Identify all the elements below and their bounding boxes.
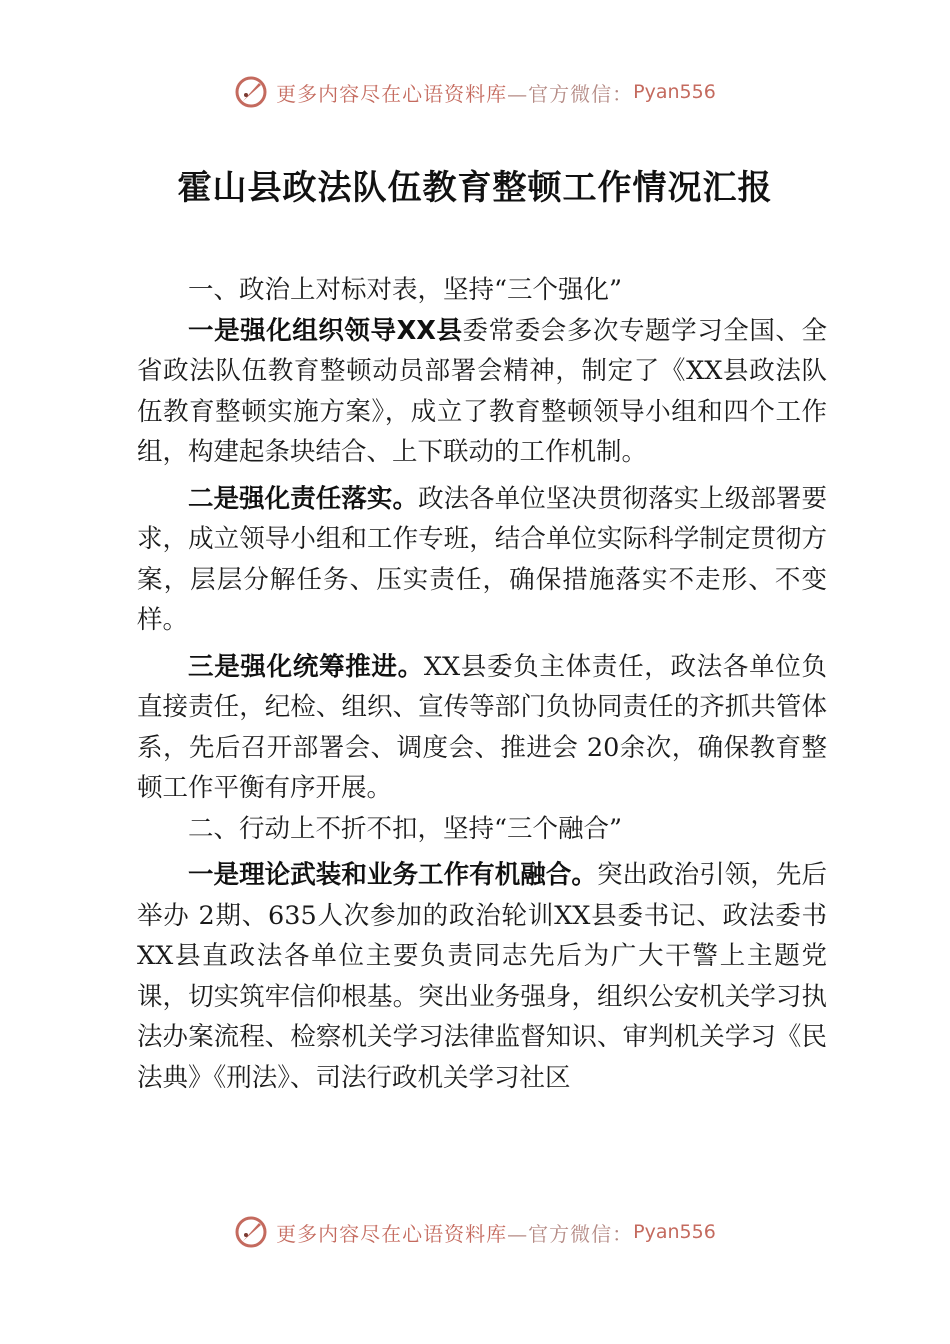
paragraph-lead: 一是理论武装和业务工作有机融合。 (188, 860, 597, 890)
document-body (137, 270, 827, 1098)
footer-watermark (0, 1212, 950, 1252)
paragraph-1 (137, 311, 827, 473)
quill-logo-icon (234, 75, 268, 109)
paragraph-text: XX县委负主体责任，政法各单位负直接责任，纪检、组织、宣传等部门负协同责任的齐抓共管体系，先后召开部署会、调度会、推进会 20余次，确保教育整顿工作平衡有序开展。 (137, 651, 827, 803)
paragraph-3 (137, 647, 827, 809)
paragraph-2 (137, 479, 827, 641)
section-heading-1: 一、政治上对标对表，坚持“三个强化” (188, 275, 623, 305)
paragraph-4 (137, 855, 827, 1098)
paragraph-text: 突出政治引领，先后举办 2期、635人次参加的政治轮训XX县委书记、政法委书XX县直政法各单位主要负责同志先后为广大干警上主题党课，切实筑牢信仰根基。突出业务强身，组织公安机关学习执法办案流程、检察机关学习法律监督知识、审判机关学习《民法典》《刑法》、司法行政机关学习社区 (137, 860, 827, 1093)
watermark-id: Pyan556 (633, 81, 716, 103)
watermark-text: 更多内容尽在心语资料库 (276, 81, 508, 106)
watermark-separator: —官方微信： (507, 81, 634, 106)
quill-logo-icon (234, 1215, 268, 1249)
paragraph-lead: 一是强化组织领导XX县 (188, 315, 463, 346)
watermark-id: Pyan556 (633, 1221, 716, 1243)
page-title: 霍山县政法队伍教育整顿工作情况汇报 (177, 168, 773, 208)
paragraph-lead: 三是强化统筹推进。 (188, 651, 424, 682)
paragraph-lead: 二是强化责任落实。 (188, 483, 419, 514)
section-heading-2: 二、行动上不折不扣，坚持“三个融合” (188, 813, 623, 844)
paragraph-text: 政法各单位坚决贯彻落实上级部署要求，成立领导小组和工作专班，结合单位实际科学制定贯彻方案，层层分解任务、压实责任，确保措施落实不走形、不变样。 (137, 483, 827, 635)
watermark-separator: —官方微信： (507, 1221, 634, 1246)
paragraph-text: 委常委会多次专题学习全国、全省政法队伍教育整顿动员部署会精神，制定了《XX县政法队伍教育整顿实施方案》，成立了教育整顿领导小组和四个工作组，构建起条块结合、上下联动的工作机制。 (137, 315, 827, 467)
header-watermark (0, 72, 950, 112)
watermark-text: 更多内容尽在心语资料库 (276, 1221, 508, 1246)
